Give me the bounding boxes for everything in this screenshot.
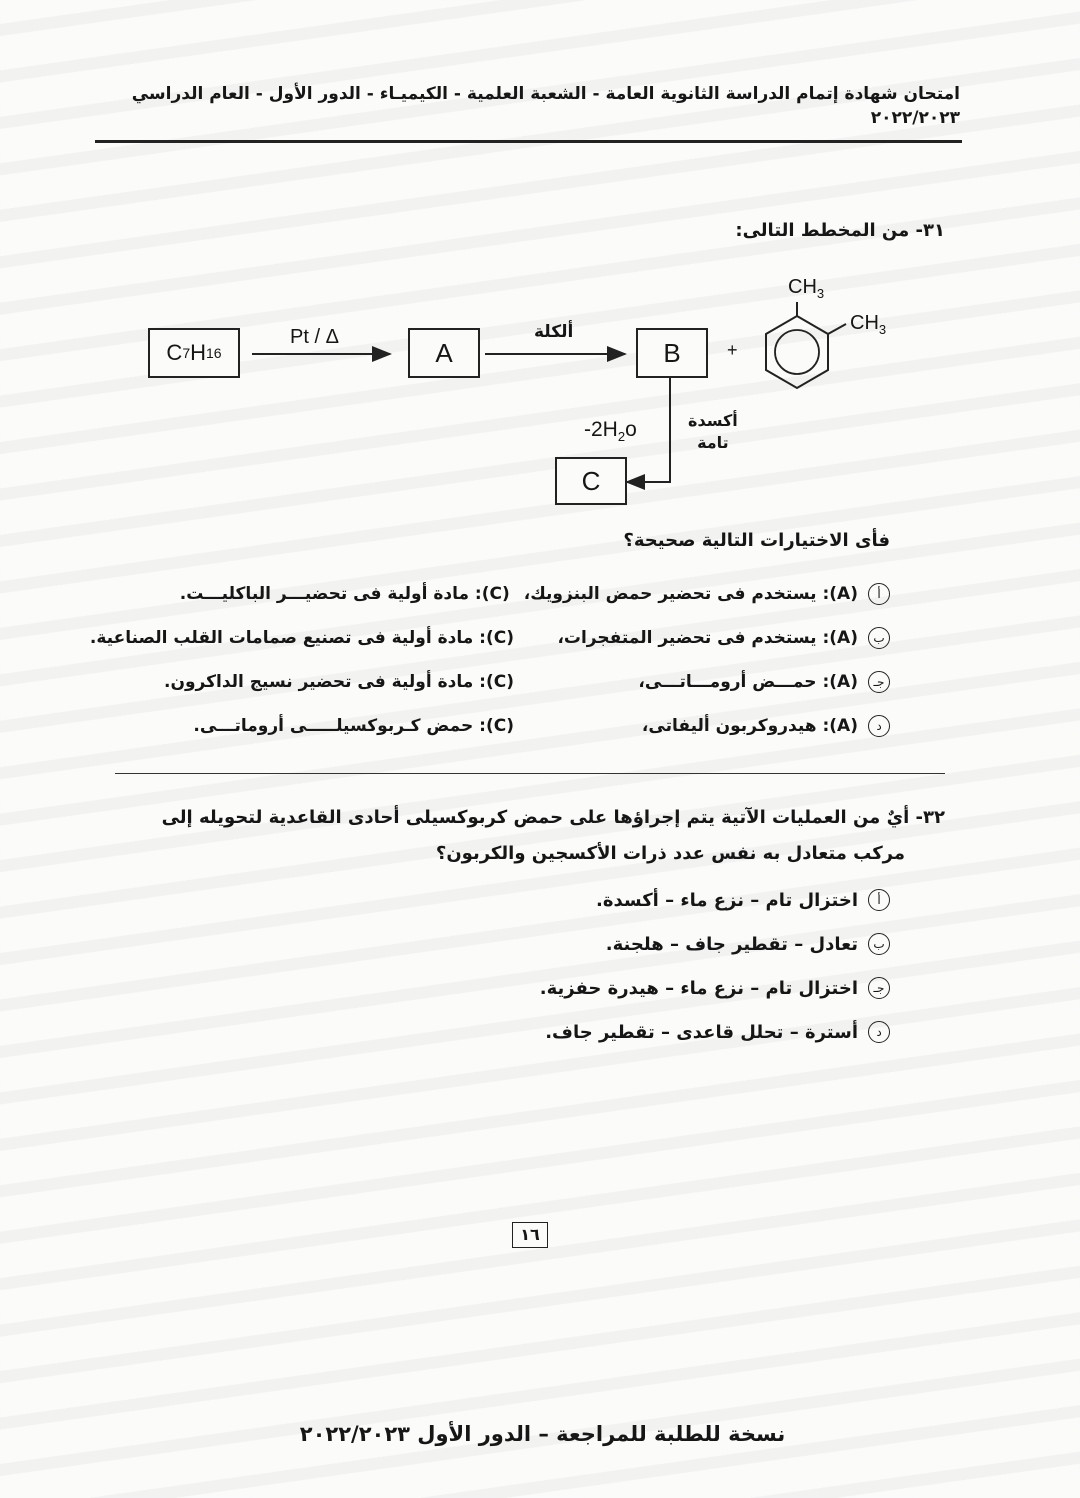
option-marker: ب (868, 933, 890, 955)
box-b: B (636, 328, 708, 378)
q32-text: أيٌ من العمليات الآتية يتم إجراؤها على حمض كربوكسيلى أحادى القاعدية لتحويله إلى (161, 807, 910, 828)
option-text: اختزال تام – نزع ماء – أكسدة. (596, 889, 858, 911)
q32-number: ٣٢- (915, 807, 945, 828)
benzene-ring-icon (766, 302, 846, 388)
option-text: أسترة – تحلل قاعدى – تقطير جاف. (545, 1021, 858, 1043)
option-a-text: (A): حمـــض أرومـــاتـــى، (638, 672, 858, 692)
option-marker: د (868, 715, 890, 737)
plus-sign: + (727, 340, 738, 360)
q31-option[interactable] (90, 616, 890, 660)
ch3-sub: 3 (816, 286, 825, 301)
q32-line2: مركب متعادل به نفس عدد ذرات الأكسجين والكربون؟ (435, 843, 905, 864)
arrow-3 (627, 376, 670, 482)
option-c-text: (C): مادة أولية فى تحضير نسيج الداكرون. (164, 672, 514, 692)
divider (115, 773, 945, 774)
q31-question: فأى الاختيارات التالية صحيحة؟ (623, 530, 890, 551)
q31-option[interactable] (90, 704, 890, 748)
option-a-text: (A): يستخدم فى تحضير حمض البنزويك، (523, 584, 858, 604)
formula-sub: 16 (206, 345, 222, 361)
option-marker: ب (868, 627, 890, 649)
ch3-label: CH (850, 312, 879, 334)
condition-line: تامة (697, 433, 729, 452)
condition-pt-heat: Pt / Δ (290, 326, 339, 348)
ch3-sub: 3 (878, 322, 887, 337)
formula-h: H (190, 340, 206, 365)
water-o: o (625, 418, 637, 441)
condition-line: أكسدة (688, 411, 738, 430)
q31-number: ٣١- (915, 220, 945, 241)
option-c-text: (C): مادة أولية فى تحضيـــر الباكليـــت. (179, 584, 510, 604)
water-sub: 2 (617, 429, 626, 445)
condition-alkylation: ألكلة (534, 322, 574, 342)
page-number: ١٦ (512, 1222, 548, 1248)
q32-options (115, 878, 945, 1054)
q32-stem (115, 800, 945, 872)
option-marker: جـ (868, 671, 890, 693)
option-marker: أ (868, 583, 890, 605)
option-marker: د (868, 1021, 890, 1043)
option-a-text: (A): يستخدم فى تحضير المتفجرات، (557, 628, 858, 648)
option-marker: أ (868, 889, 890, 911)
q32-option[interactable] (115, 878, 890, 922)
q31-option[interactable] (90, 660, 890, 704)
formula-sub: 7 (182, 345, 191, 361)
q31-option[interactable] (90, 572, 890, 616)
q31-prompt-text: من المخطط التالى: (735, 220, 910, 241)
footer: نسخة للطلبة للمراجعة – الدور الأول ٢٠٢٢/٢٠٢٣ (299, 1422, 786, 1446)
option-marker: جـ (868, 977, 890, 999)
q31-options (90, 572, 890, 748)
formula-c: C (166, 340, 183, 365)
box-c: C (555, 457, 627, 505)
box-a: A (408, 328, 480, 378)
option-c-text: (C): مادة أولية فى تصنيع صمامات القلب الصناعية. (89, 628, 514, 648)
option-c-text: (C): حمض كـربوكسيلـــــى أروماتـــى. (193, 716, 514, 736)
option-text: تعادل – تقطير جاف – هلجنة. (605, 933, 858, 955)
q32-option[interactable] (115, 1010, 890, 1054)
ch3-label: CH (788, 276, 817, 298)
option-text: اختزال تام – نزع ماء – هيدرة حفزية. (539, 977, 858, 999)
q32-block (115, 800, 945, 1054)
diagram-arrows (0, 0, 1080, 520)
option-a-text: (A): هيدروكربون أليفاتى، (641, 716, 858, 736)
q32-option[interactable] (115, 966, 890, 1010)
page-header-title: امتحان شهادة إتمام الدراسة الثانوية العامة - الشعبة العلمية - الكيميـاء - الدور الأول - العام الدراسي ٢٠٢٢/٢٠٢٣ (131, 84, 960, 128)
water-label: -2H (584, 418, 618, 441)
q32-option[interactable] (115, 922, 890, 966)
